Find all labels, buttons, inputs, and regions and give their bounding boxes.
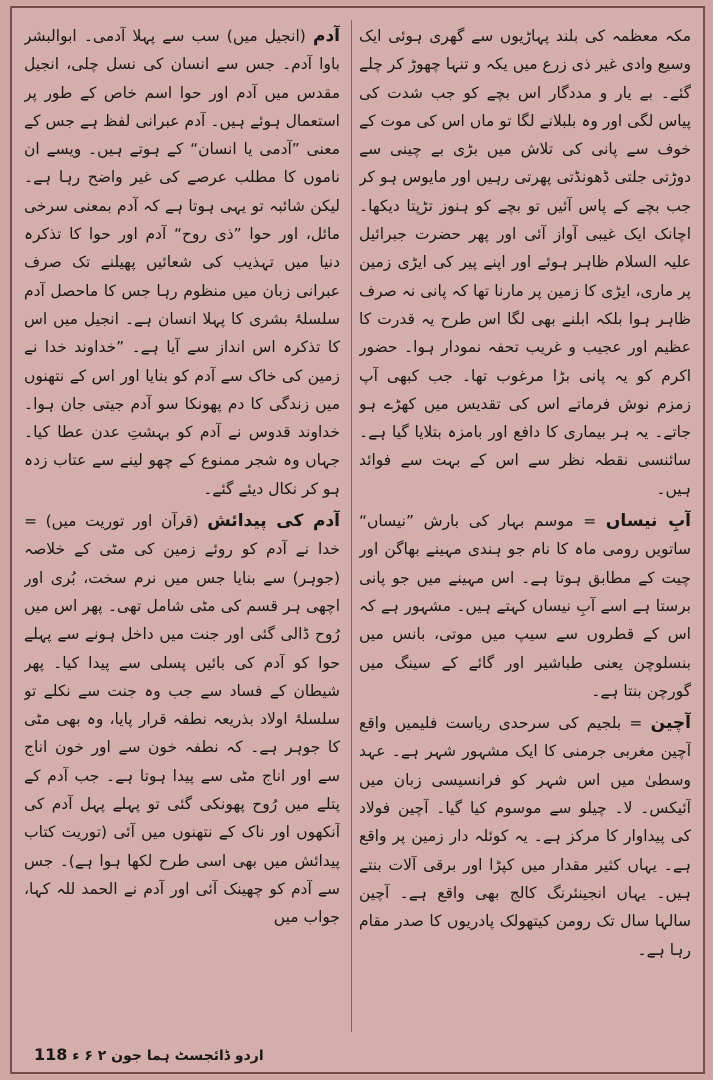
right-column [359,22,691,1034]
paragraph-text: = بلجیم کی سرحدی ریاست فلیمیں واقع آچین مغربی جرمنی کا ایک مشہور شہر ہے۔ عہد وسطیٰ میں اس شہر کو فرانسیسی زبان میں آئیکس۔ لا۔ چیلو سے موسوم کیا گیا۔ آچین فولاد کی پیداوار کا مرکز ہے۔ یہ کوئلہ دار زمین پر واقع ہے۔ یہاں کثیر مقدار میں کپڑا اور برقی آلات بنتے ہیں۔ یہاں انجینئرنگ کالج بھی واقع ہے۔ آچین سالہا سال تک رومن کیتھولک پادریوں کا صدر مقام رہا ہے۔ [359,714,691,959]
left-column [24,22,340,1034]
paragraph-text: (انجیل میں) سب سے پہلا آدمی۔ ابوالبشر باوا آدم۔ جس سے انسان کی نسل چلی، انجیل مقدس میں آدم اور حوا اسم خاص کے طور پر استعمال ہوئے ہیں۔ آدم عبرانی لفظ ہے جس کے معنی ”آدمی یا انسان“ کے ہوتے ہیں۔ ویسے ان ناموں کا مطلب عرصے کی غیر واضح رہا ہے۔ لیکن شائبہ تو یہی ہوتا ہے کہ آدم بمعنی سرخی مائل، اور حوا ”ذی روح“ آدم اور حوا کا تذکرہ دنیا میں تہذیب کی شعائیں پھیلنے تک صرف عبرانی زبان میں منظوم رہا جس کا ماحصل آدم سلسلۂ بشری کا پہلا انسان ہے۔ انجیل میں اس کا تذکرہ اس انداز سے آیا ہے۔ ”خداوند خدا نے زمین کی خاک سے آدم کو بنایا اور اس کے نتھنوں میں زندگی کا دم پھونکا سو آدم جیتی جان ہوا۔ خداوند قدوس نے آدم کو بہشتِ عدن عطا کیا۔ جہاں وہ شجر ممنوع کے چھو لینے سے عتاب زدہ ہو کر نکال دیئے گئے۔ [24,27,340,498]
paragraph-text: = موسم بہار کی بارش ”نیساں“ ساتویں رومی ماہ کا نام جو ہندی مہینے بھاگن اور چیت کے مطابق ہوتا ہے۔ اس مہینے میں جو پانی برستا ہے اسے آبِ نیساں کہتے ہیں۔ مشہور ہے کہ اس کے قطروں سے سیپ میں موتی، بانس میں بنسلوچن یعنی طباشیر اور گائے کے سینگ میں گورچن بنتا ہے۔ [359,512,691,700]
entry-heading: آبِ نیساں [605,511,691,532]
column-divider [351,20,352,1032]
entry-heading: آدم [312,26,340,46]
entry-heading: آدم کی پیدائش [207,511,340,532]
issue-label: اردو ڈائجسٹ ہما جون ۲ ۶ ء [72,1048,264,1064]
paragraph [359,507,691,705]
paragraph-text: مکہ معظمہ کی بلند پہاڑیوں سے گھری ہوئی ایک وسیع وادی غیر ذی زرع میں یکہ و تنہا چھوڑ کر چلے گئے۔ بے یار و مددگار اس بچے کو جب شدت کی پیاس لگی اور وہ بلبلانے لگا تو ماں اس کی موت کے خوف سے پانی کی تلاش میں بڑی بے چینی سے دوڑتی جلتی ڈھونڈتی پھرتی رہیں اور مایوس ہو کر جب بچے کے پاس آئیں تو بچے کو ہنوز تڑپتا دیکھا۔ اچانک ایک غیبی آواز آئی اور پھر حضرت جبرائیل علیہ السلام ظاہر ہوئے اور اپنے پیر کی ایڑی زمین پر ماری، ایڑی کا زمین پر مارنا تھا کہ پانی نہ صرف ظاہر ہوا بلکہ ابلنے بھی لگا اس طرح یہ قدرت کا عظیم اور عجیب و غریب تحفہ نمودار ہوا۔ حضور اکرم کو یہ پانی بڑا مرغوب تھا۔ جب کبھی آپ زمزم نوش فرماتے اس کی تقدیس میں کھڑے ہو جاتے۔ یہ ہر بیماری کا دافع اور بامزہ بتلایا گیا ہے۔ سائنسی نقطہ نظر سے اس کے بہت سے فوائد ہیں۔ [359,27,691,498]
page-footer [26,1045,264,1064]
paragraph [24,22,340,503]
paragraph-text: (قرآن اور توریت میں) = خدا نے آدم کو روئے زمین کی مٹی کے خلاصہ (جوہر) سے بنایا جس میں نرم سخت، بُری اور اچھی ہر قسم کی مٹی شامل تھی۔ پھر اس میں رُوح ڈالی گئی اور جنت میں داخل ہونے سے پہلے حوا کو آدم کی بائیں پسلی سے پیدا کیا۔ پھر شیطان کے فساد سے جب وہ جنت سے نکلے تو سلسلۂ اولاد بذریعہ نطفہ قرار پایا، وہ بھی مٹی کا جوہر ہے۔ کہ نطفہ خون سے اور خون اناج سے اور اناج مٹی سے پیدا ہوتا ہے۔ جب آدم کے پتلے میں رُوح پھونکی گئی تو پہلے پہل آدم کی آنکھوں اور ناک کے نتھنوں میں آئی (توریت کتاب پیدائش میں بھی اسی طرح لکھا ہوا ہے)۔ جس سے آدم کو چھینک آئی اور آدم نے الحمد للہ کہا، جواب میں [24,512,340,927]
paragraph [359,709,691,964]
paragraph [24,507,340,931]
entry-heading: آچین [650,713,691,734]
page-number: 118 [34,1045,68,1064]
magazine-page [10,6,705,1074]
paragraph [359,22,691,503]
